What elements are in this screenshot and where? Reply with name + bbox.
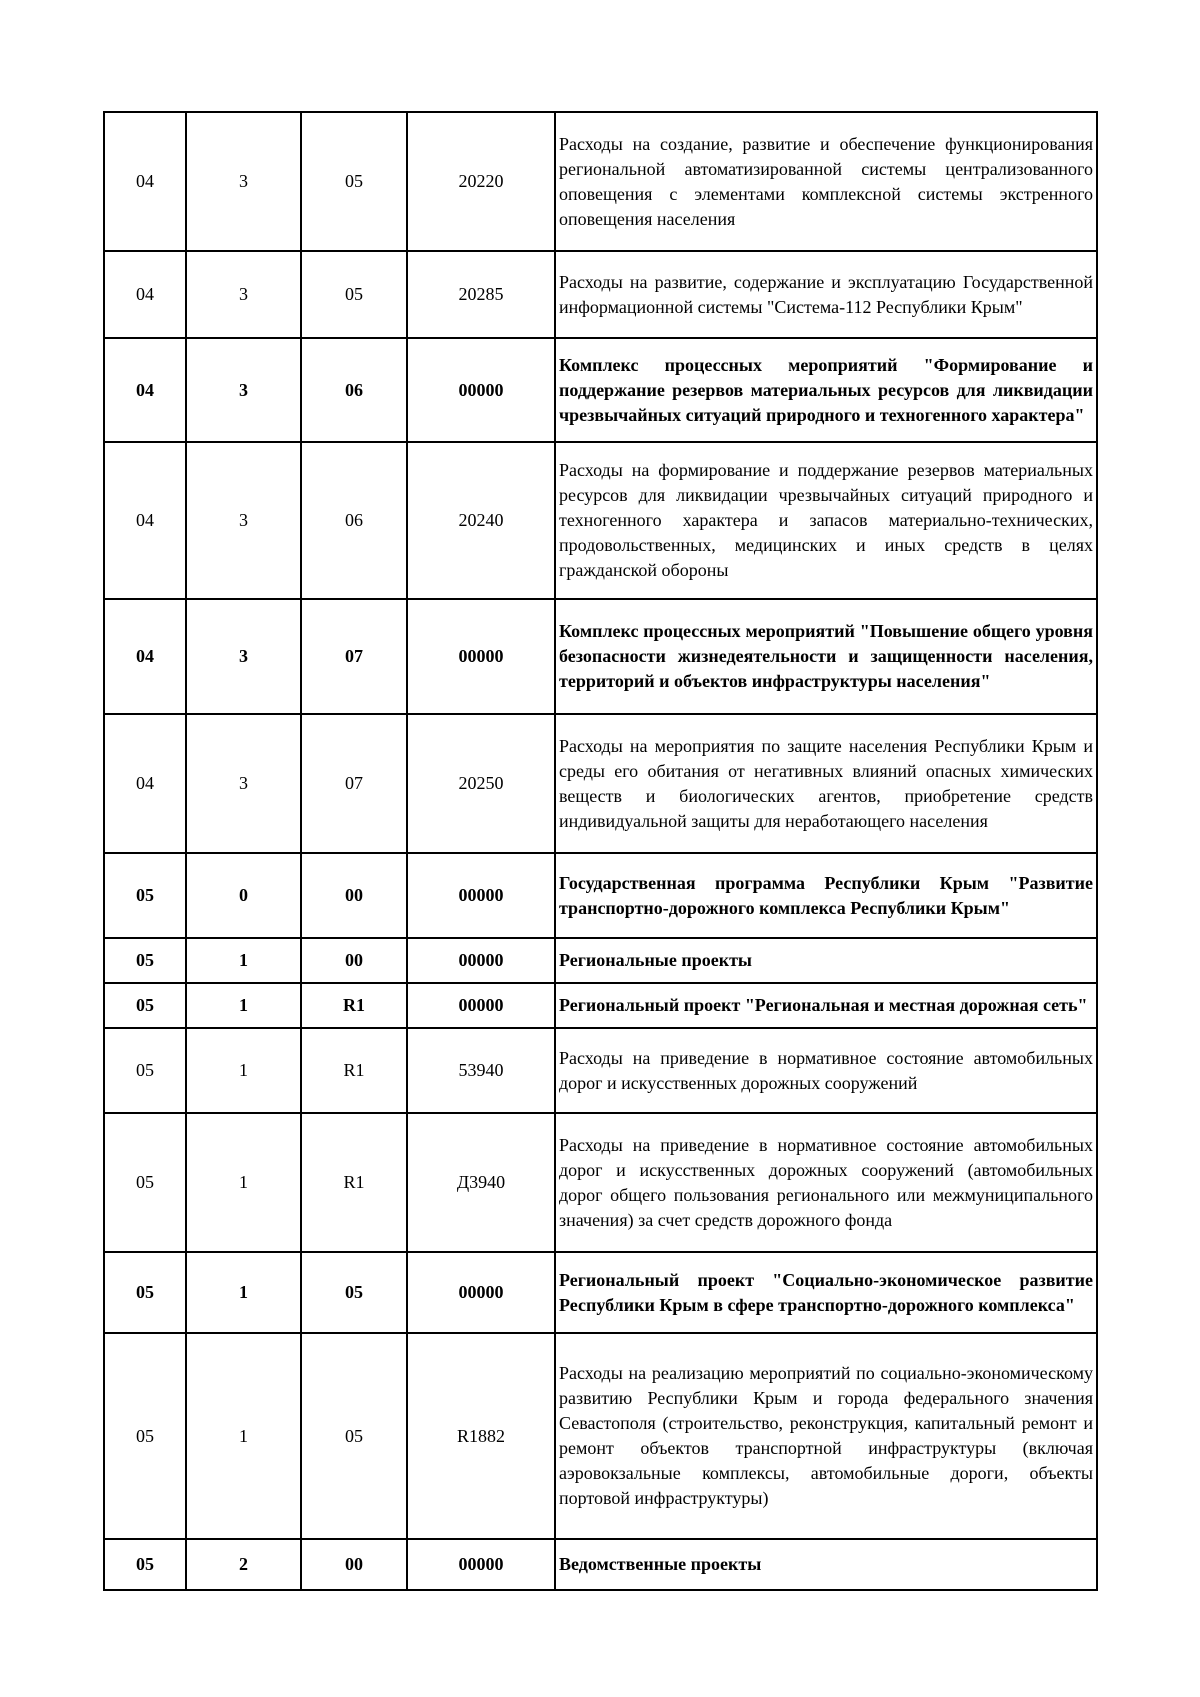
code-cell-c1: 04: [104, 599, 186, 714]
code-cell-c1: 05: [104, 853, 186, 938]
code-cell-c3: 00: [301, 1539, 407, 1590]
description-cell: Комплекс процессных мероприятий "Формирование и поддержание резервов материальных ресурсов для ликвидации чрезвычайных ситуаций природного и техногенного характера": [555, 338, 1097, 442]
code-cell-c1: 05: [104, 938, 186, 983]
code-cell-c3: 07: [301, 599, 407, 714]
code-cell-c4: 20250: [407, 714, 555, 853]
code-cell-c2: 3: [186, 599, 301, 714]
description-cell: Расходы на мероприятия по защите населения Республики Крым и среды его обитания от негативных влияний опасных химических веществ и биологических агентов, приобретение средств индивидуальной защиты для неработающего населения: [555, 714, 1097, 853]
table-row: [104, 442, 1097, 599]
description-cell: Расходы на создание, развитие и обеспечение функционирования региональной автоматизированной системы централизованного оповещения с элементами комплексной системы экстренного оповещения населения: [555, 112, 1097, 251]
description-cell: Расходы на формирование и поддержание резервов материальных ресурсов для ликвидации чрезвычайных ситуаций природного и техногенного характера и запасов материально-технических, продовольственных, медицинских и иных средств в целях гражданской обороны: [555, 442, 1097, 599]
code-cell-c1: 05: [104, 1539, 186, 1590]
code-cell-c3: 00: [301, 853, 407, 938]
code-cell-c2: 3: [186, 714, 301, 853]
code-cell-c2: 1: [186, 1252, 301, 1333]
code-cell-c2: 3: [186, 442, 301, 599]
table-row: [104, 112, 1097, 251]
description-cell: Региональные проекты: [555, 938, 1097, 983]
code-cell-c4: 00000: [407, 338, 555, 442]
table-row: [104, 338, 1097, 442]
code-cell-c4: 53940: [407, 1028, 555, 1113]
table-row: [104, 599, 1097, 714]
table-row: [104, 251, 1097, 338]
code-cell-c4: 00000: [407, 938, 555, 983]
code-cell-c1: 04: [104, 112, 186, 251]
code-cell-c4: 20285: [407, 251, 555, 338]
code-cell-c3: R1: [301, 983, 407, 1028]
code-cell-c2: 0: [186, 853, 301, 938]
code-cell-c2: 1: [186, 983, 301, 1028]
code-cell-c2: 3: [186, 112, 301, 251]
table-row: [104, 1333, 1097, 1539]
code-cell-c2: 1: [186, 1028, 301, 1113]
code-cell-c1: 04: [104, 714, 186, 853]
code-cell-c2: 2: [186, 1539, 301, 1590]
code-cell-c4: 20220: [407, 112, 555, 251]
code-cell-c1: 05: [104, 983, 186, 1028]
description-cell: Расходы на реализацию мероприятий по социально-экономическому развитию Республики Крым и города федерального значения Севастополя (строительство, реконструкция, капитальный ремонт и ремонт объектов транспортной инфраструктуры (включая аэровокзальные комплексы, автомобильные дороги, объекты портовой инфраструктуры): [555, 1333, 1097, 1539]
description-cell: Региональный проект "Региональная и местная дорожная сеть": [555, 983, 1097, 1028]
description-cell: Ведомственные проекты: [555, 1539, 1097, 1590]
budget-classification-table: [103, 111, 1098, 1591]
code-cell-c4: 00000: [407, 1252, 555, 1333]
table-row: [104, 938, 1097, 983]
description-cell: Государственная программа Республики Крым "Развитие транспортно-дорожного комплекса Республики Крым": [555, 853, 1097, 938]
code-cell-c3: 05: [301, 1252, 407, 1333]
code-cell-c3: 06: [301, 442, 407, 599]
code-cell-c1: 05: [104, 1252, 186, 1333]
table-row: [104, 1252, 1097, 1333]
code-cell-c4: 00000: [407, 853, 555, 938]
table-row: [104, 1113, 1097, 1252]
code-cell-c3: 05: [301, 1333, 407, 1539]
code-cell-c1: 04: [104, 251, 186, 338]
table-row: [104, 1028, 1097, 1113]
code-cell-c4: 00000: [407, 599, 555, 714]
table-row: [104, 983, 1097, 1028]
description-cell: Расходы на приведение в нормативное состояние автомобильных дорог и искусственных дорожных сооружений (автомобильных дорог общего пользования регионального или межмуниципального значения) за счет средств дорожного фонда: [555, 1113, 1097, 1252]
code-cell-c1: 05: [104, 1113, 186, 1252]
table-row: [104, 1539, 1097, 1590]
code-cell-c2: 1: [186, 1333, 301, 1539]
code-cell-c4: R1882: [407, 1333, 555, 1539]
code-cell-c2: 3: [186, 338, 301, 442]
code-cell-c3: R1: [301, 1113, 407, 1252]
code-cell-c1: 05: [104, 1028, 186, 1113]
code-cell-c4: 00000: [407, 1539, 555, 1590]
code-cell-c3: 05: [301, 251, 407, 338]
table-row: [104, 714, 1097, 853]
code-cell-c3: 06: [301, 338, 407, 442]
code-cell-c4: 00000: [407, 983, 555, 1028]
code-cell-c3: 05: [301, 112, 407, 251]
code-cell-c2: 1: [186, 1113, 301, 1252]
table-body: [104, 112, 1097, 1590]
code-cell-c4: Д3940: [407, 1113, 555, 1252]
description-cell: Расходы на приведение в нормативное состояние автомобильных дорог и искусственных дорожных сооружений: [555, 1028, 1097, 1113]
description-cell: Региональный проект "Социально-экономическое развитие Республики Крым в сфере транспортно-дорожного комплекса": [555, 1252, 1097, 1333]
code-cell-c3: R1: [301, 1028, 407, 1113]
code-cell-c4: 20240: [407, 442, 555, 599]
code-cell-c3: 07: [301, 714, 407, 853]
code-cell-c2: 1: [186, 938, 301, 983]
code-cell-c1: 05: [104, 1333, 186, 1539]
code-cell-c1: 04: [104, 338, 186, 442]
code-cell-c3: 00: [301, 938, 407, 983]
table-row: [104, 853, 1097, 938]
code-cell-c1: 04: [104, 442, 186, 599]
description-cell: Комплекс процессных мероприятий "Повышение общего уровня безопасности жизнедеятельности и защищенности населения, территорий и объектов инфраструктуры населения": [555, 599, 1097, 714]
code-cell-c2: 3: [186, 251, 301, 338]
description-cell: Расходы на развитие, содержание и эксплуатацию Государственной информационной системы "Система-112 Республики Крым": [555, 251, 1097, 338]
